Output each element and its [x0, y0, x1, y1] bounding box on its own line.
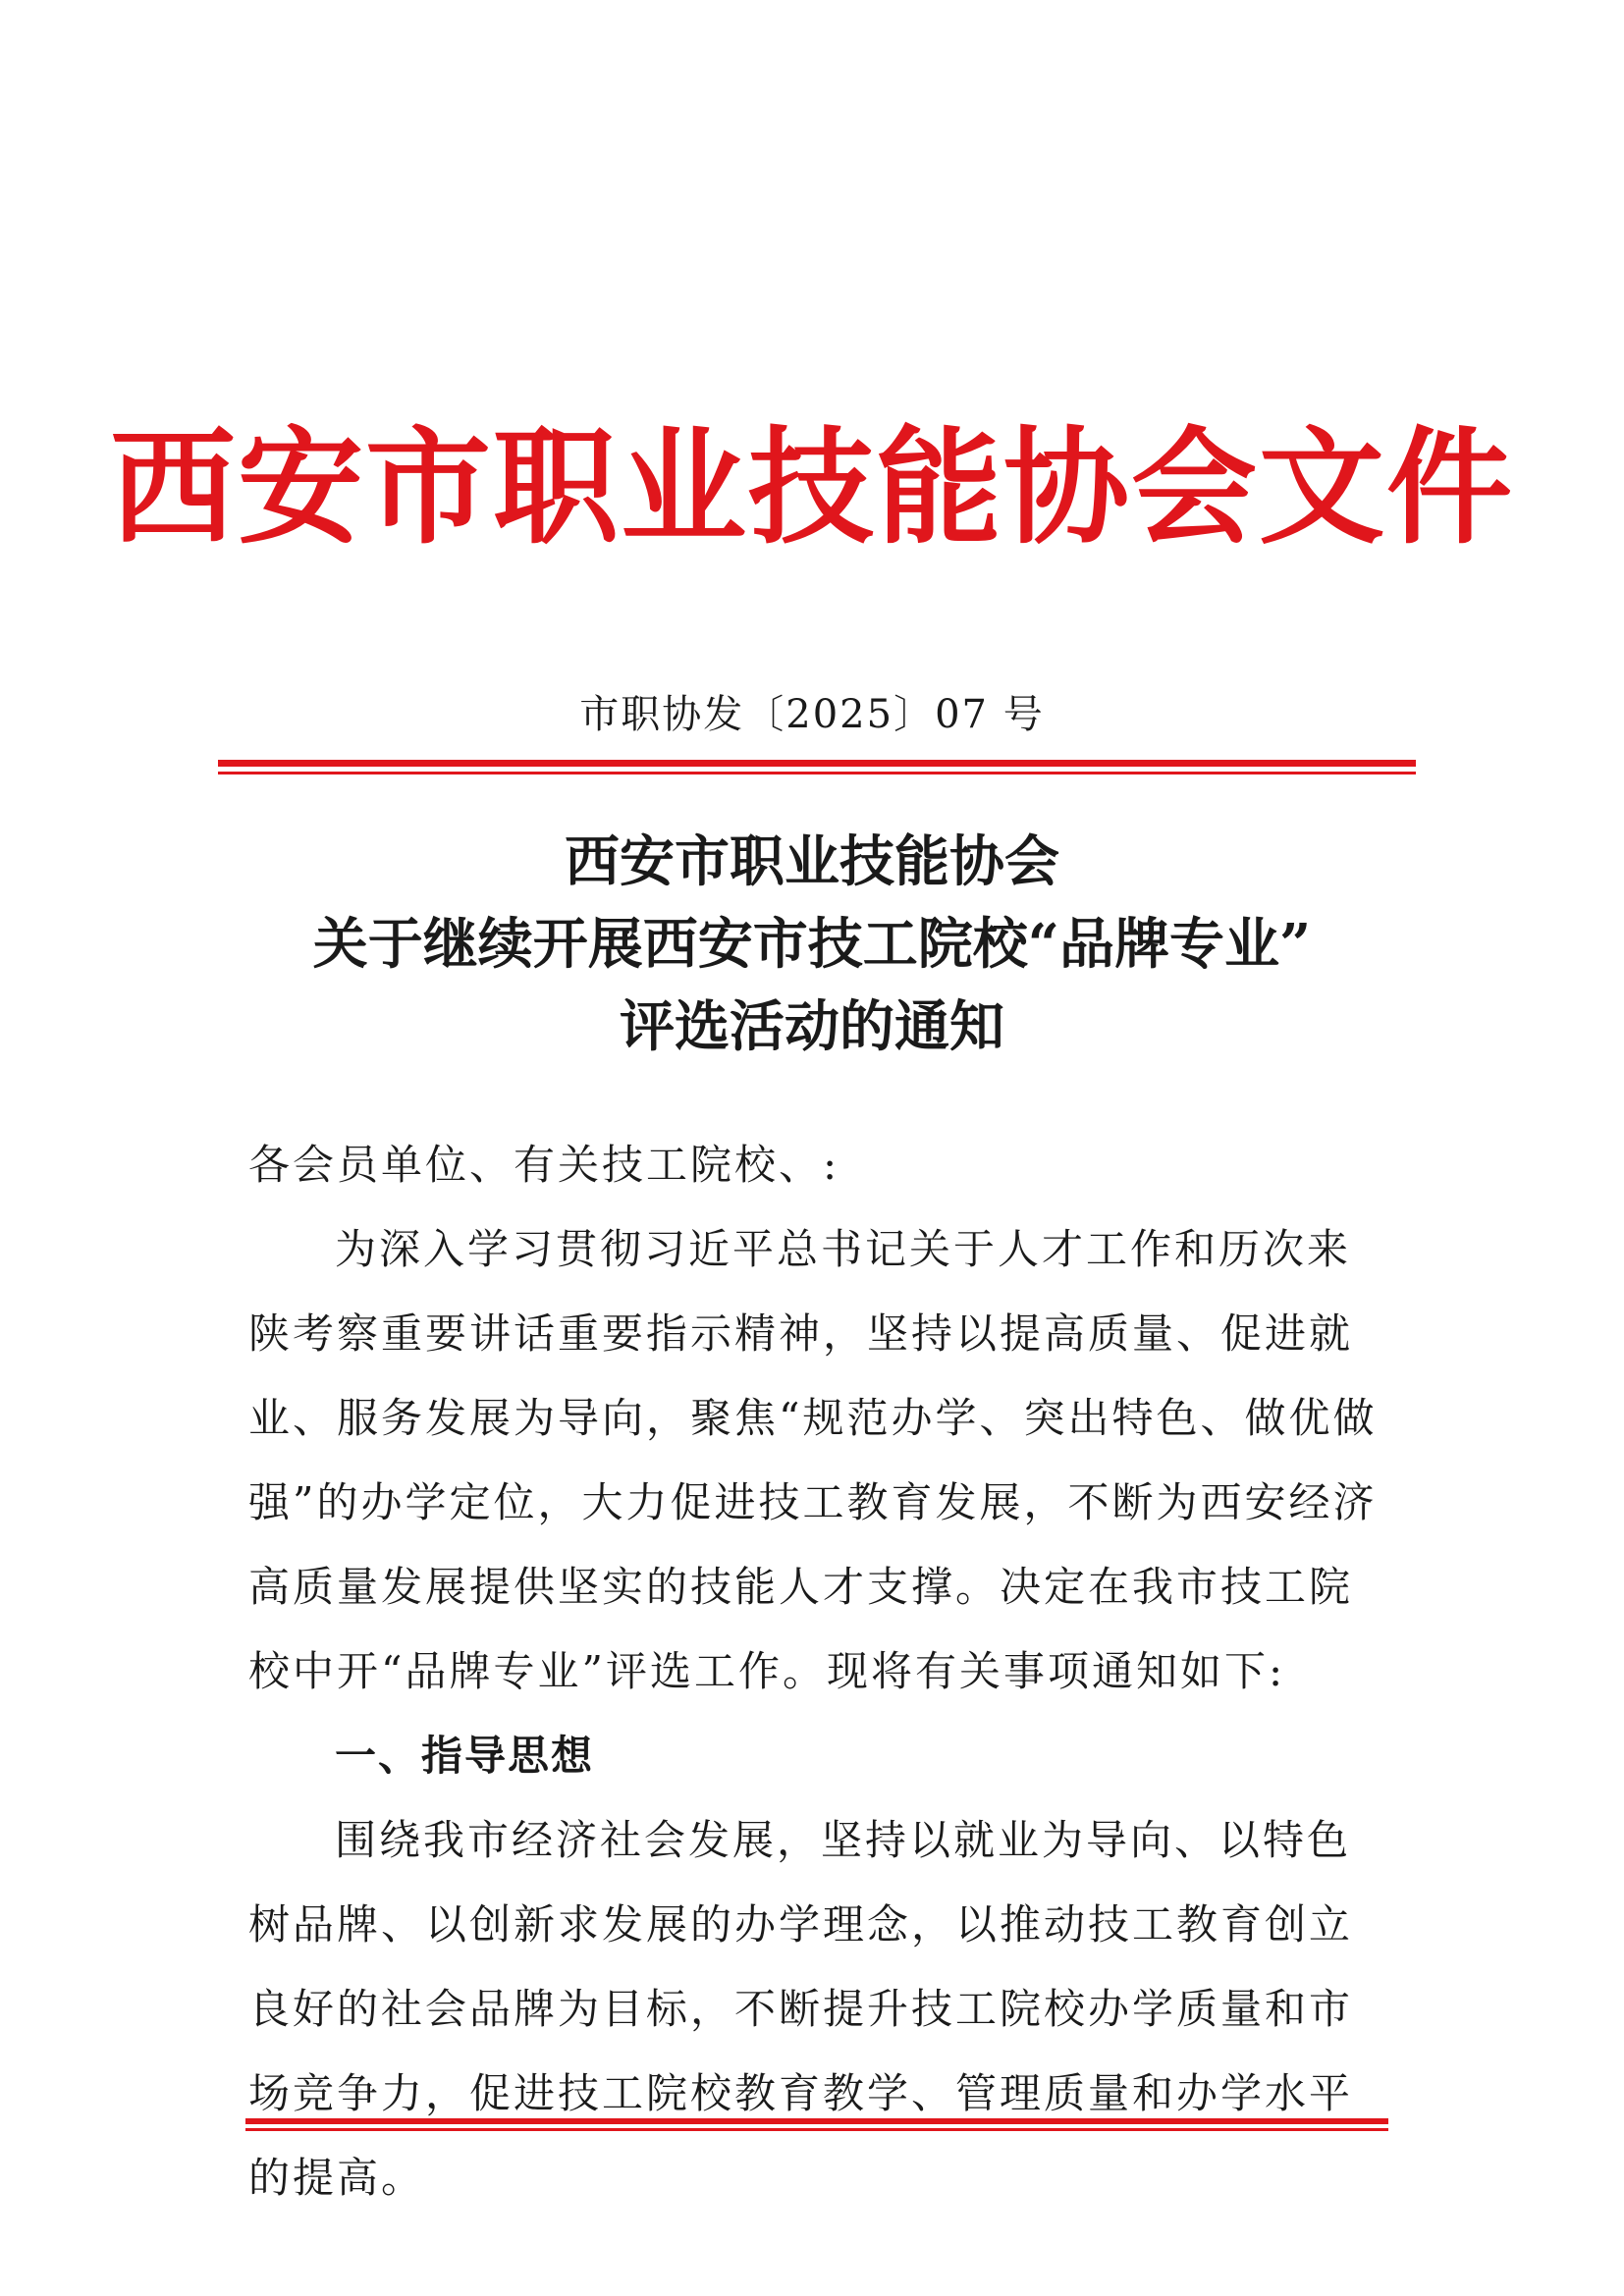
salutation: 各会员单位、有关技工院校、: [248, 1141, 840, 1189]
footer-divider-thick [245, 2118, 1388, 2124]
notice-title-line: 评选活动的通知 [620, 994, 1004, 1059]
org-title: 西安市职业技能协会文件 [109, 415, 1514, 561]
paragraph-text: 围绕我市经济社会发展，坚持以就业为导向、以特色树品牌、以创新求发展的办学理念，以推动技工教育创立良好的社会品牌为目标，不断提升技工院校办学质量和市场竞争力，促进技工院校教育教学、管理质量和办学水平的提高。 [248, 1816, 1354, 2202]
document-number: 市职协发〔2025〕07 号 [579, 692, 1045, 737]
section-heading: 一、指导思想 [335, 1732, 595, 1780]
paragraph-text: 为深入学习贯彻习近平总书记关于人才工作和历次来陕考察重要讲话重要指示精神，坚持以提高质量、促进就业、服务发展为导向，聚焦“规范办学、突出特色、做优做强”的办学定位，大力促进技工教育发展，不断为西安经济高质量发展提供坚实的技能人才支撑。决定在我市技工院校中开“品牌专业”评选工作。现将有关事项通知如下: [248, 1225, 1378, 1695]
notice-title-line: 西安市职业技能协会 [565, 829, 1059, 894]
notice-title [0, 821, 1624, 1068]
body-paragraph [248, 1798, 1387, 2220]
footer-divider-thin [245, 2128, 1388, 2131]
header-divider-thin [218, 772, 1416, 774]
header-divider-thick [218, 760, 1416, 767]
body-paragraph [248, 1207, 1387, 1714]
notice-title-line: 关于继续开展西安市技工院校“品牌专业” [312, 912, 1312, 977]
